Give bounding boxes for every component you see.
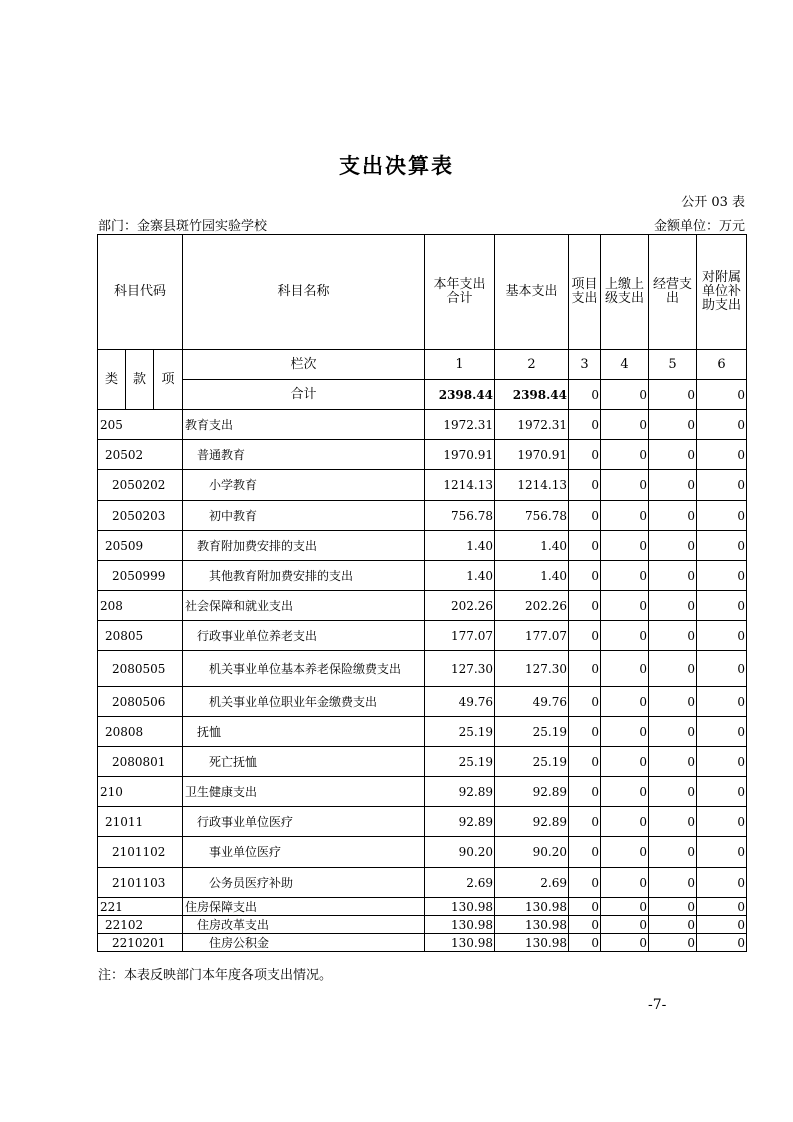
row-c2: 1970.91 bbox=[495, 440, 569, 470]
column-number-row bbox=[98, 350, 747, 380]
page-number: -7- bbox=[648, 997, 667, 1013]
table-row bbox=[98, 934, 747, 952]
table-row bbox=[98, 687, 747, 717]
row-c4: 0 bbox=[601, 777, 649, 807]
row-name: 行政事业单位医疗 bbox=[183, 807, 425, 837]
row-name: 教育附加费安排的支出 bbox=[183, 531, 425, 561]
table-row bbox=[98, 916, 747, 934]
table-row bbox=[98, 440, 747, 470]
row-c6: 0 bbox=[697, 561, 747, 591]
row-c1: 177.07 bbox=[425, 621, 495, 651]
row-name: 社会保障和就业支出 bbox=[183, 591, 425, 621]
row-name: 机关事业单位基本养老保险缴费支出 bbox=[183, 651, 425, 687]
table-row bbox=[98, 531, 747, 561]
row-c1: 2.69 bbox=[425, 868, 495, 898]
row-c6: 0 bbox=[697, 717, 747, 747]
row-code: 20509 bbox=[98, 531, 183, 561]
row-c1: 90.20 bbox=[425, 837, 495, 868]
row-name: 机关事业单位职业年金缴费支出 bbox=[183, 687, 425, 717]
row-c2: 127.30 bbox=[495, 651, 569, 687]
expenditure-table bbox=[97, 234, 747, 952]
header-row bbox=[98, 235, 747, 350]
table-row bbox=[98, 717, 747, 747]
row-c5: 0 bbox=[649, 934, 697, 952]
row-c6: 0 bbox=[697, 410, 747, 440]
row-c5: 0 bbox=[649, 470, 697, 501]
row-c6: 0 bbox=[697, 837, 747, 868]
row-c4: 0 bbox=[601, 470, 649, 501]
row-c2: 25.19 bbox=[495, 717, 569, 747]
row-code: 221 bbox=[98, 898, 183, 916]
row-name: 教育支出 bbox=[183, 410, 425, 440]
header-xiang: 项 bbox=[154, 350, 183, 410]
table-note: 注：本表反映部门本年度各项支出情况。 bbox=[98, 968, 333, 983]
row-name: 住房公积金 bbox=[183, 934, 425, 952]
row-c1: 130.98 bbox=[425, 898, 495, 916]
row-code: 2050999 bbox=[98, 561, 183, 591]
row-c5: 0 bbox=[649, 531, 697, 561]
row-c5: 0 bbox=[649, 837, 697, 868]
total-c5: 0 bbox=[649, 380, 697, 410]
table-row bbox=[98, 621, 747, 651]
total-c4: 0 bbox=[601, 380, 649, 410]
total-c2: 2398.44 bbox=[495, 380, 569, 410]
row-c3: 0 bbox=[569, 747, 601, 777]
header-kuan: 款 bbox=[126, 350, 154, 410]
row-c5: 0 bbox=[649, 440, 697, 470]
row-c5: 0 bbox=[649, 807, 697, 837]
total-label: 合计 bbox=[183, 380, 425, 410]
row-c3: 0 bbox=[569, 837, 601, 868]
table-row bbox=[98, 651, 747, 687]
row-c3: 0 bbox=[569, 898, 601, 916]
row-c3: 0 bbox=[569, 934, 601, 952]
header-name: 科目名称 bbox=[183, 235, 425, 350]
table-row bbox=[98, 837, 747, 868]
row-code: 2080506 bbox=[98, 687, 183, 717]
col-num-5: 5 bbox=[649, 350, 697, 380]
row-c1: 756.78 bbox=[425, 501, 495, 531]
row-c4: 0 bbox=[601, 501, 649, 531]
row-code: 2101102 bbox=[98, 837, 183, 868]
row-c4: 0 bbox=[601, 747, 649, 777]
row-code: 20805 bbox=[98, 621, 183, 651]
col-num-6: 6 bbox=[697, 350, 747, 380]
form-number: 公开 03 表 bbox=[681, 195, 745, 210]
row-c3: 0 bbox=[569, 501, 601, 531]
row-c4: 0 bbox=[601, 410, 649, 440]
row-c4: 0 bbox=[601, 440, 649, 470]
row-c6: 0 bbox=[697, 916, 747, 934]
row-name: 住房保障支出 bbox=[183, 898, 425, 916]
header-c5: 经营支出 bbox=[649, 235, 697, 350]
row-c4: 0 bbox=[601, 898, 649, 916]
row-name: 抚恤 bbox=[183, 717, 425, 747]
row-c2: 130.98 bbox=[495, 934, 569, 952]
row-c3: 0 bbox=[569, 868, 601, 898]
col-num-1: 1 bbox=[425, 350, 495, 380]
row-c2: 92.89 bbox=[495, 777, 569, 807]
row-c4: 0 bbox=[601, 531, 649, 561]
row-c5: 0 bbox=[649, 868, 697, 898]
row-c3: 0 bbox=[569, 621, 601, 651]
header-code: 科目代码 bbox=[98, 235, 183, 350]
amount-unit-label: 金额单位：万元 bbox=[653, 219, 745, 234]
row-code: 210 bbox=[98, 777, 183, 807]
row-c2: 756.78 bbox=[495, 501, 569, 531]
row-c6: 0 bbox=[697, 501, 747, 531]
row-name: 行政事业单位养老支出 bbox=[183, 621, 425, 651]
row-name: 死亡抚恤 bbox=[183, 747, 425, 777]
row-c3: 0 bbox=[569, 531, 601, 561]
row-code: 205 bbox=[98, 410, 183, 440]
row-c5: 0 bbox=[649, 410, 697, 440]
row-name: 初中教育 bbox=[183, 501, 425, 531]
row-c1: 92.89 bbox=[425, 807, 495, 837]
row-c1: 25.19 bbox=[425, 717, 495, 747]
row-c6: 0 bbox=[697, 687, 747, 717]
row-c2: 1.40 bbox=[495, 531, 569, 561]
row-c4: 0 bbox=[601, 868, 649, 898]
table-row bbox=[98, 777, 747, 807]
row-c2: 130.98 bbox=[495, 898, 569, 916]
row-c6: 0 bbox=[697, 470, 747, 501]
row-c6: 0 bbox=[697, 934, 747, 952]
row-c3: 0 bbox=[569, 807, 601, 837]
row-c3: 0 bbox=[569, 410, 601, 440]
row-c5: 0 bbox=[649, 717, 697, 747]
table-row bbox=[98, 807, 747, 837]
row-c1: 130.98 bbox=[425, 916, 495, 934]
row-c3: 0 bbox=[569, 687, 601, 717]
row-c2: 2.69 bbox=[495, 868, 569, 898]
table-row bbox=[98, 501, 747, 531]
row-c5: 0 bbox=[649, 687, 697, 717]
row-code: 2080801 bbox=[98, 747, 183, 777]
table-row bbox=[98, 591, 747, 621]
col-num-4: 4 bbox=[601, 350, 649, 380]
row-c2: 1972.31 bbox=[495, 410, 569, 440]
row-c6: 0 bbox=[697, 621, 747, 651]
row-code: 2101103 bbox=[98, 868, 183, 898]
row-c6: 0 bbox=[697, 807, 747, 837]
row-code: 208 bbox=[98, 591, 183, 621]
row-c1: 92.89 bbox=[425, 777, 495, 807]
row-c1: 1.40 bbox=[425, 561, 495, 591]
row-c4: 0 bbox=[601, 651, 649, 687]
row-c3: 0 bbox=[569, 717, 601, 747]
header-c6: 对附属单位补助支出 bbox=[697, 235, 747, 350]
row-c3: 0 bbox=[569, 916, 601, 934]
row-c2: 1.40 bbox=[495, 561, 569, 591]
row-c3: 0 bbox=[569, 777, 601, 807]
row-c4: 0 bbox=[601, 934, 649, 952]
row-c2: 25.19 bbox=[495, 747, 569, 777]
row-c2: 90.20 bbox=[495, 837, 569, 868]
row-code: 2080505 bbox=[98, 651, 183, 687]
row-code: 2050203 bbox=[98, 501, 183, 531]
row-c2: 177.07 bbox=[495, 621, 569, 651]
row-code: 20502 bbox=[98, 440, 183, 470]
row-c4: 0 bbox=[601, 916, 649, 934]
col-num-3: 3 bbox=[569, 350, 601, 380]
header-c3: 项目支出 bbox=[569, 235, 601, 350]
row-c6: 0 bbox=[697, 777, 747, 807]
header-c1-line1: 本年支出 bbox=[433, 277, 486, 292]
row-c2: 202.26 bbox=[495, 591, 569, 621]
row-c3: 0 bbox=[569, 561, 601, 591]
table-row bbox=[98, 410, 747, 440]
row-c4: 0 bbox=[601, 591, 649, 621]
row-name: 事业单位医疗 bbox=[183, 837, 425, 868]
col-num-2: 2 bbox=[495, 350, 569, 380]
row-c6: 0 bbox=[697, 651, 747, 687]
row-c5: 0 bbox=[649, 591, 697, 621]
row-c5: 0 bbox=[649, 651, 697, 687]
header-c1-line2: 合计 bbox=[446, 291, 473, 306]
row-c3: 0 bbox=[569, 470, 601, 501]
row-c1: 49.76 bbox=[425, 687, 495, 717]
row-c5: 0 bbox=[649, 621, 697, 651]
row-c5: 0 bbox=[649, 777, 697, 807]
row-code: 2050202 bbox=[98, 470, 183, 501]
table-row bbox=[98, 898, 747, 916]
header-c4: 上缴上级支出 bbox=[601, 235, 649, 350]
row-name: 小学教育 bbox=[183, 470, 425, 501]
row-c5: 0 bbox=[649, 898, 697, 916]
row-c6: 0 bbox=[697, 440, 747, 470]
row-c1: 202.26 bbox=[425, 591, 495, 621]
table-row bbox=[98, 470, 747, 501]
row-c1: 130.98 bbox=[425, 934, 495, 952]
row-c5: 0 bbox=[649, 747, 697, 777]
row-c2: 49.76 bbox=[495, 687, 569, 717]
row-c5: 0 bbox=[649, 501, 697, 531]
row-c1: 1970.91 bbox=[425, 440, 495, 470]
row-c4: 0 bbox=[601, 621, 649, 651]
row-c3: 0 bbox=[569, 440, 601, 470]
row-c2: 1214.13 bbox=[495, 470, 569, 501]
row-name: 住房改革支出 bbox=[183, 916, 425, 934]
row-name: 普通教育 bbox=[183, 440, 425, 470]
department-label: 部门：金寨县斑竹园实验学校 bbox=[98, 219, 268, 234]
total-c1: 2398.44 bbox=[425, 380, 495, 410]
row-c6: 0 bbox=[697, 591, 747, 621]
row-c1: 127.30 bbox=[425, 651, 495, 687]
row-code: 22102 bbox=[98, 916, 183, 934]
row-c4: 0 bbox=[601, 807, 649, 837]
row-name: 公务员医疗补助 bbox=[183, 868, 425, 898]
row-c2: 130.98 bbox=[495, 916, 569, 934]
row-c2: 92.89 bbox=[495, 807, 569, 837]
total-c3: 0 bbox=[569, 380, 601, 410]
row-c1: 1972.31 bbox=[425, 410, 495, 440]
row-name: 卫生健康支出 bbox=[183, 777, 425, 807]
table-row bbox=[98, 747, 747, 777]
row-c6: 0 bbox=[697, 868, 747, 898]
row-c4: 0 bbox=[601, 837, 649, 868]
row-code: 2210201 bbox=[98, 934, 183, 952]
row-c6: 0 bbox=[697, 747, 747, 777]
row-c3: 0 bbox=[569, 591, 601, 621]
row-c4: 0 bbox=[601, 561, 649, 591]
page-title: 支出决算表 bbox=[339, 153, 454, 178]
total-c6: 0 bbox=[697, 380, 747, 410]
row-name: 其他教育附加费安排的支出 bbox=[183, 561, 425, 591]
row-c4: 0 bbox=[601, 717, 649, 747]
row-c1: 1214.13 bbox=[425, 470, 495, 501]
header-c2: 基本支出 bbox=[495, 235, 569, 350]
row-c3: 0 bbox=[569, 651, 601, 687]
row-c6: 0 bbox=[697, 898, 747, 916]
row-c1: 1.40 bbox=[425, 531, 495, 561]
row-code: 20808 bbox=[98, 717, 183, 747]
row-c5: 0 bbox=[649, 916, 697, 934]
row-c4: 0 bbox=[601, 687, 649, 717]
row-c1: 25.19 bbox=[425, 747, 495, 777]
row-code: 21011 bbox=[98, 807, 183, 837]
table-row bbox=[98, 561, 747, 591]
header-lei: 类 bbox=[98, 350, 126, 410]
total-row bbox=[98, 380, 747, 410]
table-row bbox=[98, 868, 747, 898]
header-c1 bbox=[425, 235, 495, 350]
row-c5: 0 bbox=[649, 561, 697, 591]
header-lanci: 栏次 bbox=[183, 350, 425, 380]
row-c6: 0 bbox=[697, 531, 747, 561]
